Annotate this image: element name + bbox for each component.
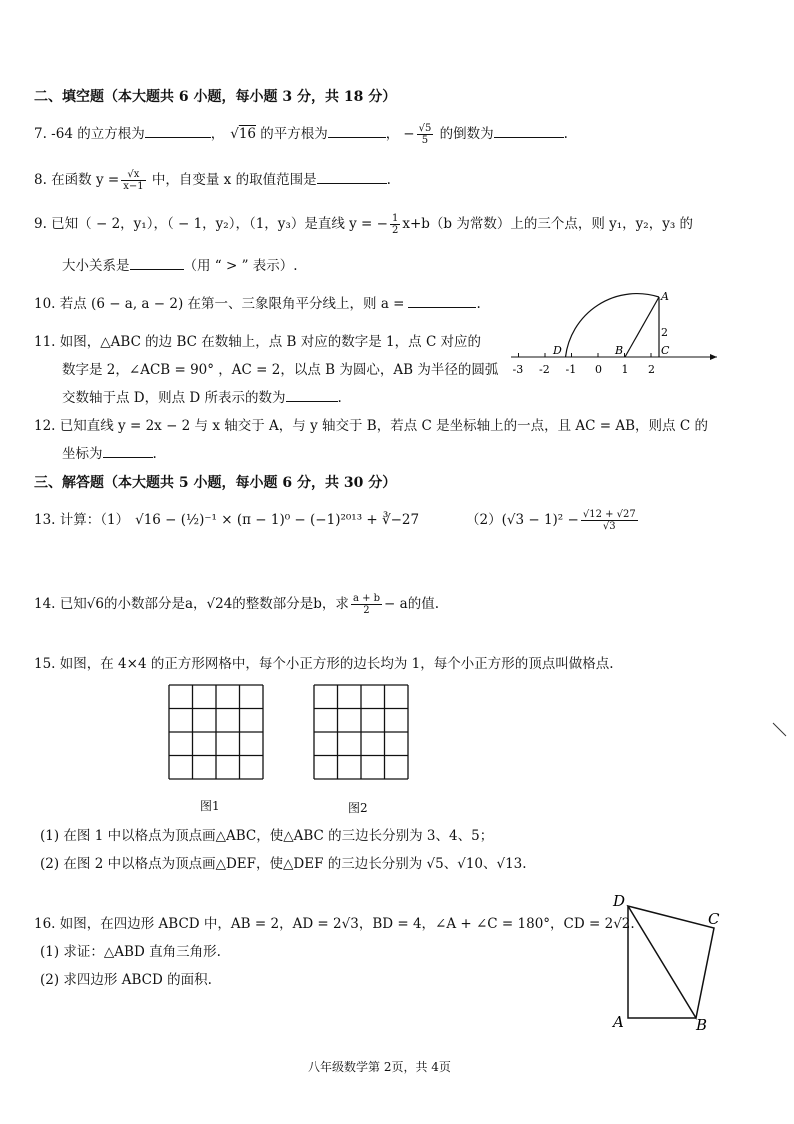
q7-blank-2[interactable] [328, 123, 386, 138]
question-13: 13. 计算：（1） √16 − (½)⁻¹ × (π − 1)⁰ − (−1)²⁰¹³ + ∛−27 [34, 512, 420, 528]
axis-arrow-icon [710, 354, 717, 360]
section3-heading: 三、解答题（本大题共 5 小题，每小题 6 分，共 30 分） [34, 475, 397, 491]
axis-tick-label: -2 [539, 363, 550, 376]
q9-fraction: $\frac{1}{2}$ [391, 213, 399, 236]
grid-figure-2 [313, 684, 409, 784]
q7-text: 7. -64 的立方根为 [34, 126, 145, 142]
label-a: A [661, 290, 669, 303]
question-15-sub2: (2) 在图 2 中以格点为顶点画△DEF，使△DEF 的三边长分别为 √5、√10、√13. [40, 856, 527, 872]
question-16-sub2: (2) 求四边形 ABCD 的面积. [40, 972, 212, 988]
label-b: B [615, 344, 624, 357]
question-10: 10. 若点 (6 − a, a − 2) 在第一、三象限角平分线上，则 a = . [34, 292, 481, 312]
question-16-sub1: (1) 求证：△ABD 直角三角形. [40, 944, 221, 960]
axis-tick-label: 1 [621, 363, 629, 376]
figure-11 [505, 285, 725, 380]
q14-fraction: $\frac{a + b}{2}$ [352, 593, 381, 616]
question-9-line2: 大小关系是 （用 “ > ” 表示）. [62, 254, 298, 274]
q7-sqrt: √16 [230, 126, 256, 142]
label-c: C [661, 344, 670, 357]
q7-blank-3[interactable] [494, 123, 564, 138]
q11-blank[interactable] [286, 387, 338, 402]
question-15-sub1: (1) 在图 1 中以格点为顶点画△ABC，使△ABC 的三边长分别为 3、4、5； [40, 828, 494, 844]
label-d: D [613, 892, 626, 910]
triangle-dbc [628, 906, 714, 1018]
q7-blank-1[interactable] [145, 123, 211, 138]
label-b: B [696, 1016, 708, 1032]
label-ac-length: 2 [661, 326, 668, 339]
question-11-line3: 交数轴于点 D，则点 D 所表示的数为 . [62, 386, 342, 406]
question-8: 8. 在函数 y = $\frac{√x}{x-1}$ 中，自变量 x 的取值范围是 . [34, 169, 391, 192]
figure-1-caption: 图1 [200, 799, 220, 813]
q8-fraction: $\frac{√x}{x-1}$ [123, 169, 144, 192]
margin-mark [770, 720, 790, 740]
page-footer: 八年级数学第 2页，共 4页 [308, 1060, 451, 1074]
q9-blank[interactable] [130, 255, 184, 270]
question-12-line2: 坐标为 . [62, 442, 157, 462]
question-13-part2: （2）(√3 − 1)² − $\frac{√12 + √27}{√3}$ [466, 509, 636, 532]
axis-tick-label: -3 [512, 363, 524, 376]
q7-fraction: $\frac{√5}{5}$ [418, 123, 432, 146]
q8-blank[interactable] [317, 169, 387, 184]
q12-blank[interactable] [103, 443, 153, 458]
q13-expression-2: (√3 − 1)² − [501, 512, 579, 528]
segment-ab [625, 297, 659, 357]
q13-fraction: $\frac{√12 + √27}{√3}$ [582, 509, 636, 532]
axis-tick-label: 2 [648, 363, 655, 376]
grid-figure-1 [168, 684, 264, 784]
question-7: 7. -64 的立方根为 ， √16 的平方根为 ， − $\frac{√5}{5}$ 的倒数为 . [34, 123, 568, 146]
axis-tick-label: -1 [565, 363, 577, 376]
question-9: 9. 已知（ − 2，y₁），（ − 1，y₂），（1，y₃）是直线 y = − $\frac{1}{2}$ x+b（b 为常数）上的三个点，则 y₁，y₂，y₃ 的 [34, 213, 694, 236]
arc-d-to-a [566, 294, 660, 357]
q10-blank[interactable] [408, 293, 476, 308]
axis-ticks [513, 353, 656, 376]
section2-heading: 二、填空题（本大题共 6 小题，每小题 3 分，共 18 分） [34, 89, 397, 105]
question-14: 14. 已知√6的小数部分是a，√24的整数部分是b，求 $\frac{a + b}{2}$ − a的值. [34, 593, 439, 616]
figure-2-caption: 图2 [348, 801, 368, 815]
question-11-line2: 数字是 2，∠ACB = 90° ，AC = 2，以点 B 为圆心，AB 为半径的圆弧 [62, 362, 499, 378]
label-d: D [553, 344, 562, 357]
question-16: 16. 如图，在四边形 ABCD 中，AB = 2，AD = 2√3，BD = 4，∠A + ∠C = 180°，CD = 2√2. [34, 916, 635, 932]
question-11-line1: 11. 如图，△ABC 的边 BC 在数轴上，点 B 对应的数字是 1，点 C 对应的 [34, 334, 482, 350]
question-15: 15. 如图，在 4×4 的正方形网格中，每个小正方形的边长均为 1，每个小正方形的顶点叫做格点. [34, 656, 614, 672]
label-c: C [708, 910, 720, 928]
label-a: A [613, 1013, 624, 1031]
axis-tick-label: 0 [595, 363, 602, 376]
q13-expression-1: √16 − (½)⁻¹ × (π − 1)⁰ − (−1)²⁰¹³ + ∛−27 [135, 512, 420, 528]
quadrilateral-figure [610, 890, 730, 1032]
question-12-line1: 12. 已知直线 y = 2x − 2 与 x 轴交于 A，与 y 轴交于 B，若点 C 是坐标轴上的一点，且 AC = AB，则点 C 的 [34, 418, 708, 434]
